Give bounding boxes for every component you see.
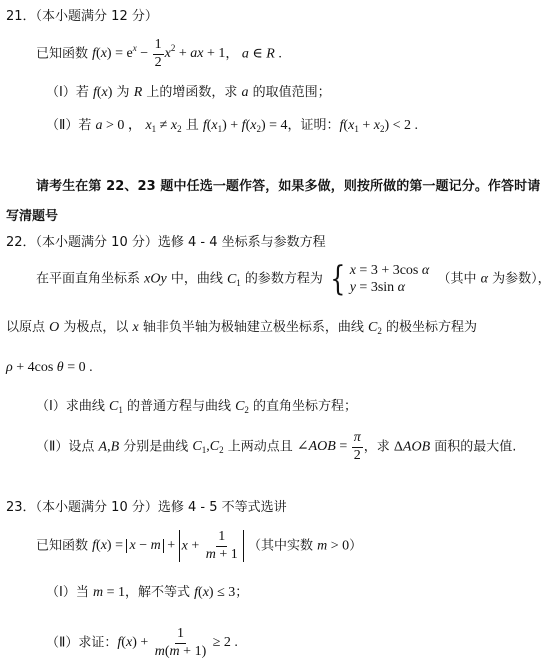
notice-line-2: 写清题号 bbox=[6, 209, 59, 224]
q21-part2: （Ⅱ）若 a > 0 ， $x_1 \ne x_2$ 且 $f(x_1) + f(x_2) = 4$，证明：$f(x_1 + x_2) < 2$ . bbox=[46, 118, 418, 134]
q22-angle-condition: ∠AOB = $\frac{\pi}{2}$ bbox=[296, 430, 361, 463]
q22-part1: （Ⅰ）求曲线 $C_1$ 的普通方程与曲线 $C_2$ 的直角坐标方程； bbox=[36, 399, 358, 415]
q21-header: 21．（本小题满分 12 分） bbox=[6, 9, 158, 24]
q22-line-2: 以原点 O 为极点，以 x 轴非负半轴为极轴建立极坐标系，曲线 $C_2$ 的极坐标方程为 bbox=[6, 320, 477, 336]
q22-polar-equation: ρ + 4cos θ = 0 . bbox=[6, 360, 93, 375]
q22-part2: （Ⅱ）设点 A,B 分别是曲线 $C_1,C_2$ 上两动点且 ∠AOB = $\frac{\pi}{2}$ ，求 ΔAOB 面积的最大值. bbox=[36, 430, 517, 463]
q21-given: 已知函数 $f(x) = e^x$ − $\frac{1}{2}$ $x^2$ + ax + 1， a ∈ R . bbox=[36, 37, 282, 70]
q23-given: 已知函数 f(x) = x − m + x + $\frac{1}{m + 1}$ （其中实数 m > 0） bbox=[36, 529, 363, 562]
q21-function: $f(x) = e^x$ − $\frac{1}{2}$ $x^2$ + ax + 1 bbox=[92, 37, 226, 70]
q23-part1: （Ⅰ）当 m = 1，解不等式 f(x) ≤ 3； bbox=[46, 585, 249, 600]
q23-function: f(x) = x − m + x + $\frac{1}{m + 1}$ bbox=[92, 538, 244, 553]
q21-part1: （Ⅰ）若 f(x) 为 R 上的增函数，求 a 的取值范围； bbox=[46, 85, 331, 100]
q21-domain: a ∈ R . bbox=[241, 46, 282, 62]
notice-line-1: 请考生在第 22、23 题中任选一题作答，如果多做，则按所做的第一题记分。作答时请 bbox=[36, 179, 541, 194]
q22-header: 22．（本小题满分 10 分）选修 4 - 4 坐标系与参数方程 bbox=[6, 235, 326, 250]
q23-inequality: f(x) + $\frac{1}{m(m + 1)}$ ≥ 2 . bbox=[117, 626, 238, 659]
q23-part2: （Ⅱ）求证：f(x) + $\frac{1}{m(m + 1)}$ ≥ 2 . bbox=[46, 626, 238, 659]
q22-parametric-system: { x = 3 + 3cos α y = 3sin α bbox=[330, 259, 430, 299]
q22-line-1: 在平面直角坐标系 xOy 中，曲线 $C_1$ 的参数方程为 { x = 3 + 3cos α y = 3sin α （其中 α 为参数）， bbox=[36, 259, 551, 299]
q23-header: 23．（本小题满分 10 分）选修 4 - 5 不等式选讲 bbox=[6, 500, 287, 515]
